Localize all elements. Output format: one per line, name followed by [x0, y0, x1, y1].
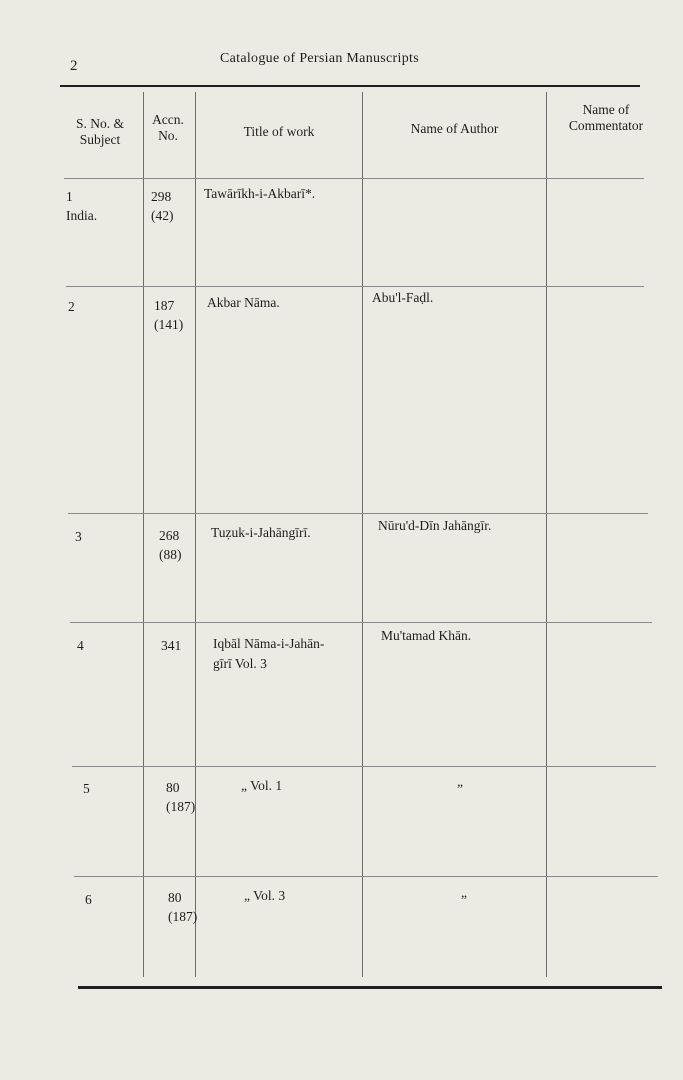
header-commentator-line1: Name of [582, 102, 630, 117]
table-row-6-accession-old: (187) [168, 909, 198, 924]
row-separator [64, 178, 644, 179]
table-row-3-title: Tuẓuk-i-Jahāngīrī. [211, 525, 311, 540]
header-title-of-work: Title of work [243, 124, 315, 139]
running-title: Catalogue of Persian Manuscripts [220, 51, 419, 66]
table-row-5-serial: 5 [83, 781, 90, 796]
table-row-4-serial: 4 [77, 638, 84, 653]
table-row-5-accession-old: (187) [166, 799, 196, 814]
page-number: 2 [70, 58, 78, 74]
table-row-6-author: „ [461, 885, 467, 900]
table-row-2-serial: 2 [68, 299, 75, 314]
header-serial-subject [60, 116, 140, 148]
header-accession-line2: No. [158, 128, 178, 143]
table-row-2-author: Abu'l-Faḍl. [372, 290, 434, 305]
table-row-4-title: Iqbāl Nāma-i-Jahān- [213, 636, 325, 651]
column-divider [143, 92, 144, 977]
row-separator [68, 513, 648, 514]
column-divider [195, 92, 196, 977]
row-separator [72, 766, 656, 767]
table-row-3-serial: 3 [75, 529, 82, 544]
table-row-4-title-continued: gīrī Vol. 3 [213, 656, 267, 671]
header-accession [143, 112, 193, 144]
table-row-6-serial: 6 [85, 892, 92, 907]
table-row-2-accession: 187 [154, 298, 175, 313]
table-row-2-title: Akbar Nāma. [207, 295, 280, 310]
column-divider [362, 92, 363, 977]
table-row-6-accession: 80 [168, 890, 182, 905]
header-accession-line1: Accn. [152, 112, 184, 127]
header-serial-line2: Subject [79, 132, 121, 147]
table-row-5-accession: 80 [166, 780, 180, 795]
table-row-1-accession-old: (42) [151, 208, 174, 223]
header-commentator [546, 102, 666, 134]
row-separator [74, 876, 658, 877]
table-row-1-serial: 1 [66, 189, 73, 204]
table-row-1-title: Tawārīkh-i-Akbarī*. [204, 186, 316, 201]
table-row-3-accession: 268 [159, 528, 180, 543]
table-row-1-accession: 298 [151, 189, 172, 204]
table-row-3-author: Nūru'd-Dīn Jahāngīr. [378, 518, 492, 533]
table-row-4-accession: 341 [161, 638, 182, 653]
header-author: Name of Author [410, 121, 499, 136]
table-row-2-accession-old: (141) [154, 317, 184, 332]
table-row-5-title: „ Vol. 1 [241, 778, 283, 793]
bottom-rule [78, 986, 662, 989]
header-serial-line1: S. No. & [75, 116, 124, 131]
header-commentator-line2: Commentator [568, 118, 644, 133]
table-row-5-author: „ [457, 774, 463, 789]
table-row-4-author: Mu'tamad Khān. [381, 628, 472, 643]
table-row-6-title: „ Vol. 3 [244, 888, 286, 903]
row-separator [70, 622, 652, 623]
column-divider [546, 92, 547, 977]
table-row-3-accession-old: (88) [159, 547, 182, 562]
table-row-1-subject: India. [66, 208, 98, 223]
top-rule [60, 85, 640, 87]
row-separator [66, 286, 644, 287]
